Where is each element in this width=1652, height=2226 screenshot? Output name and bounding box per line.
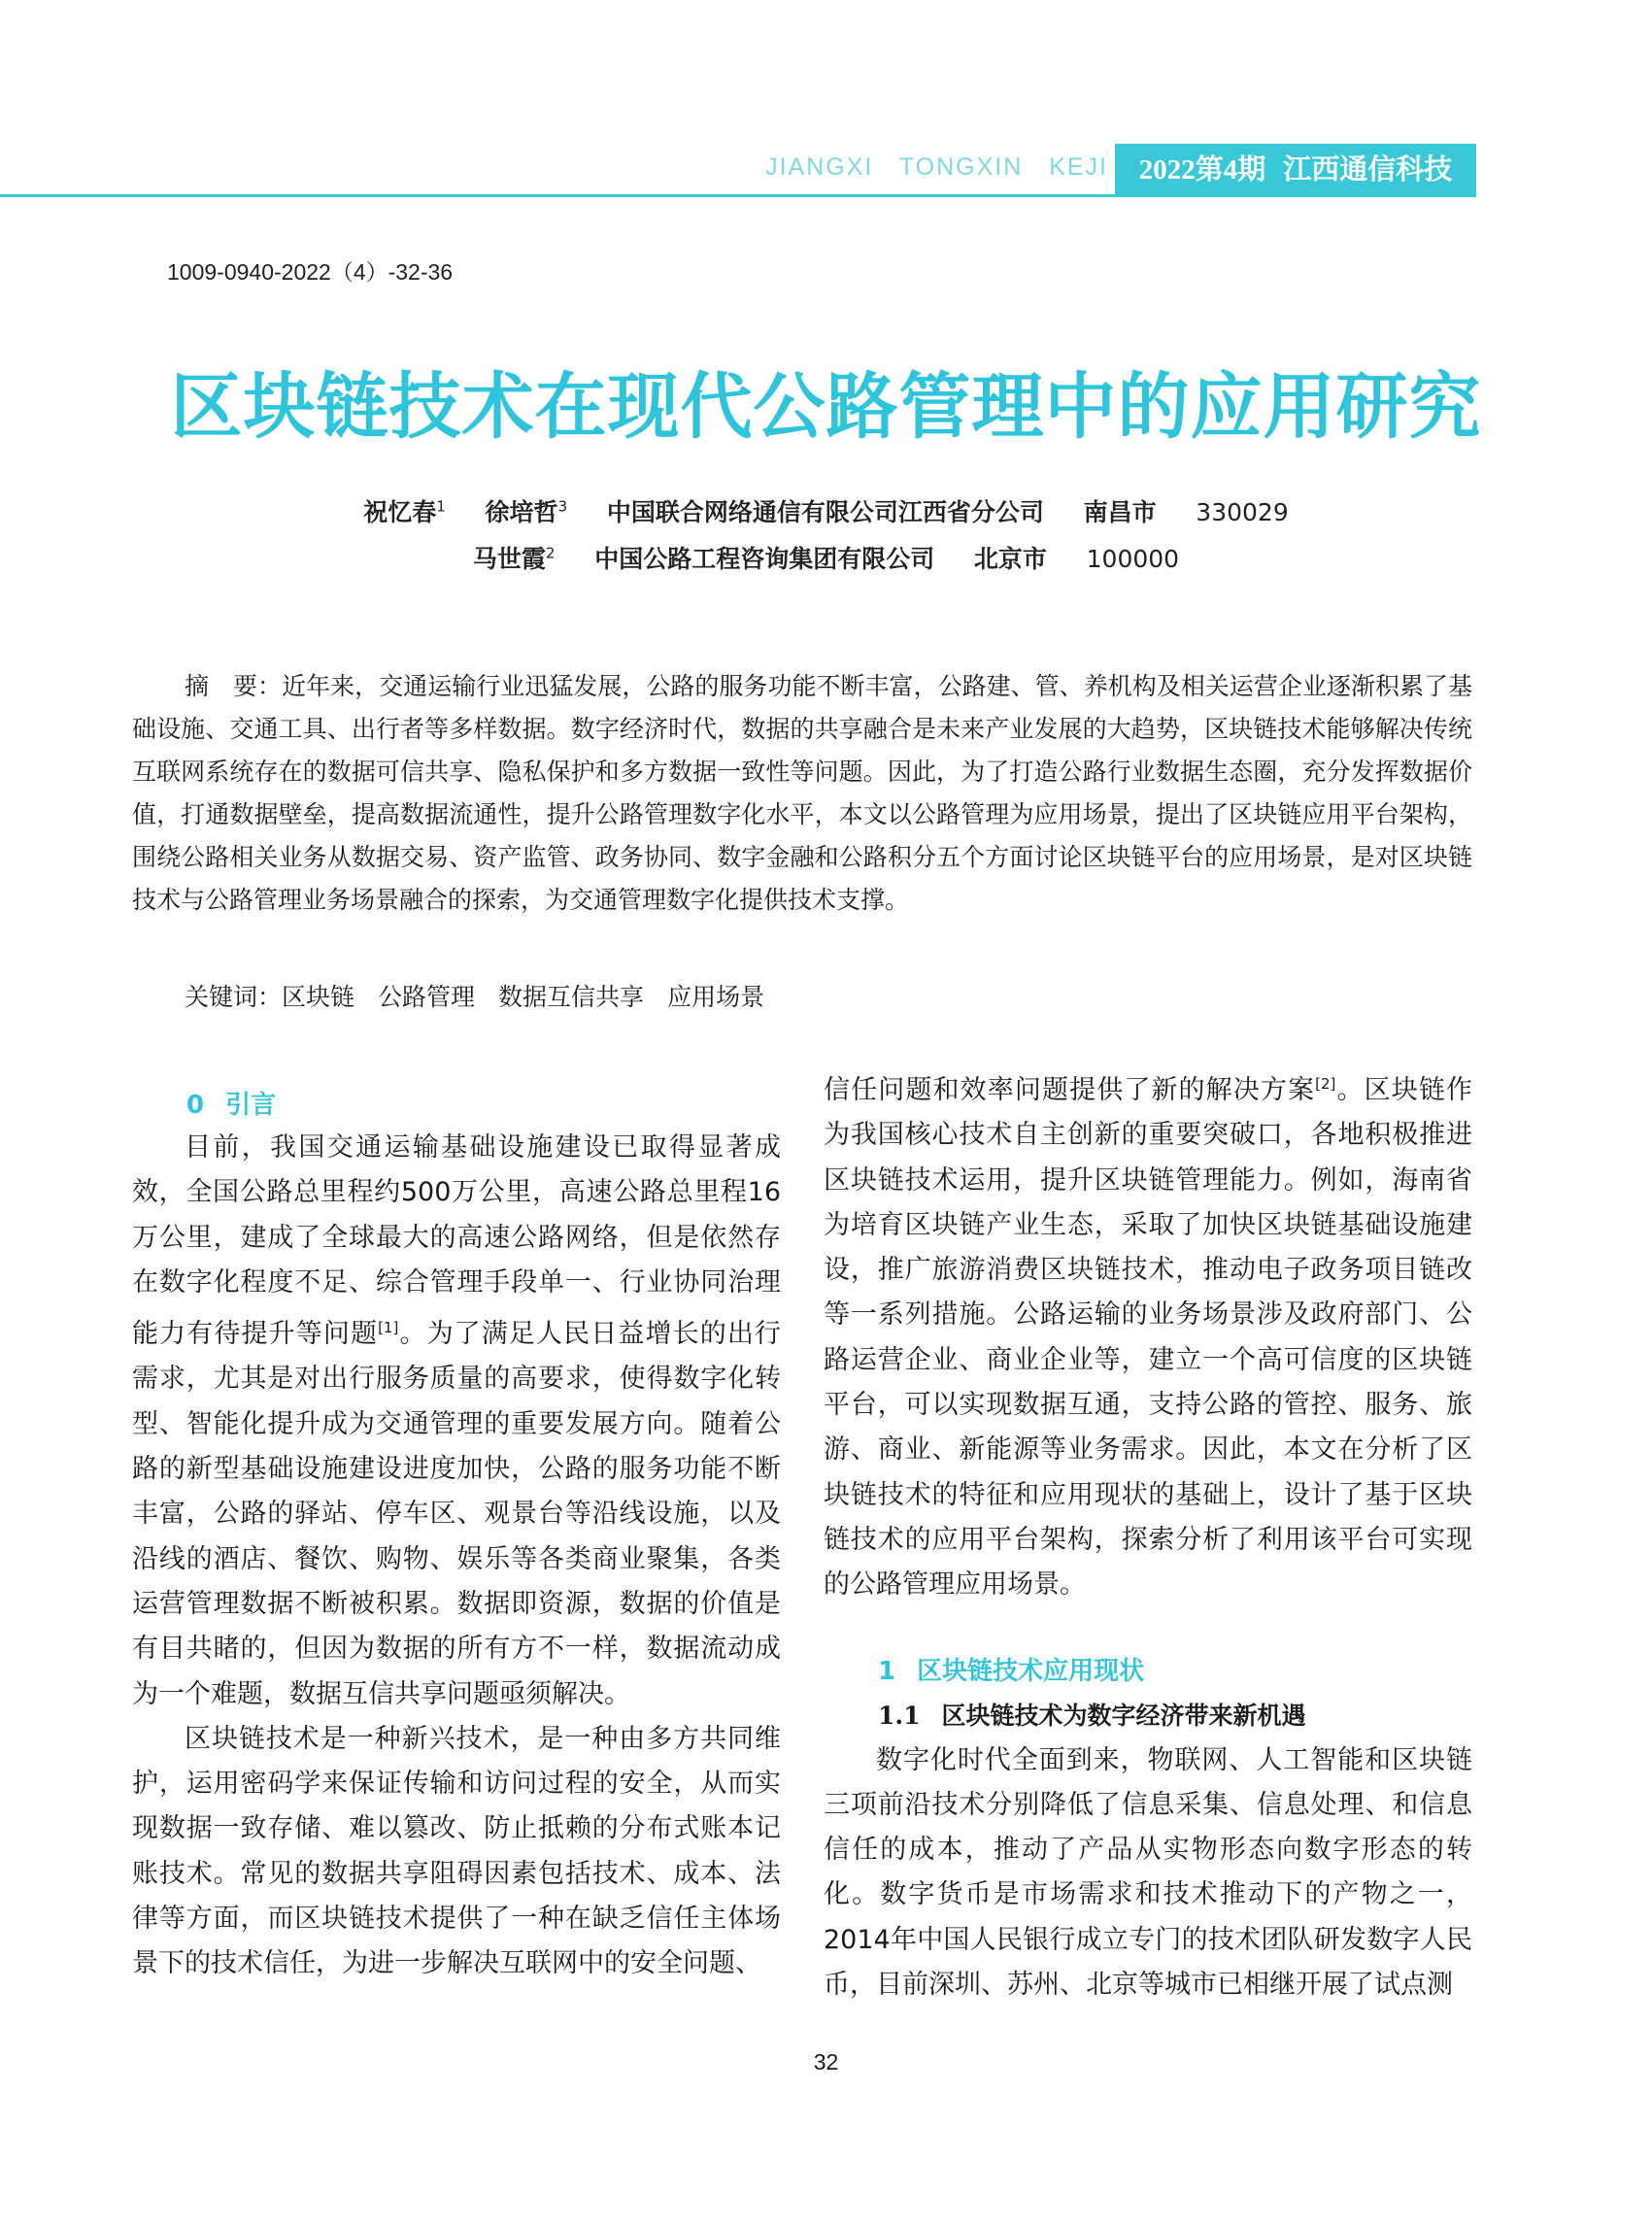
paragraph: 数字化时代全面到来，物联网、人工智能和区块链三项前沿技术分别降低了信息采集、信息处理、和信息信任的成本，推动了产品从实物形态向数字形态的转化。数字货币是市场需求和技术推动下的产物之一，2014年中国人民银行成立专门的技术团队研发数字人民币，目前深圳、苏州、北京等城市已相继开展了试点测: [824, 1744, 1472, 2001]
author-postcode: 100000: [1086, 545, 1180, 573]
keywords-label: 关键词：: [185, 983, 283, 1011]
author-affiliation: 中国公路工程咨询集团有限公司: [594, 545, 935, 573]
journal-name-en: JIANGXI TONGXIN KEJI: [765, 153, 1108, 181]
author-affiliation: 中国联合网络通信有限公司江西省分公司: [606, 498, 1044, 526]
paragraph: 区块链技术是一种新兴技术，是一种由多方共同维护，运用密码学来保证传输和访问过程的安全，从而实现数据一致存储、难以篡改、防止抵赖的分布式账本记账技术。常见的数据共享阻碍因素包括技术、成本、法律等方面，而区块链技术提供了一种在缺乏信任主体场景下的技术信任，为进一步解决互联网中的安全问题、: [132, 1723, 781, 1979]
author-name: 祝忆春$^1$: [363, 497, 446, 526]
document-code: 1009-0940-2022（4）-32-36: [167, 259, 454, 285]
subsection-heading: 1.1 区块链技术为数字经济带来新机遇: [878, 1701, 1306, 1730]
citation: [1]: [378, 1319, 399, 1337]
abstract-label: 摘 要：: [185, 672, 283, 700]
body-column-right: [824, 1062, 1472, 2007]
body-column-left: [132, 1062, 781, 1987]
keywords: [185, 976, 788, 1019]
abstract: [132, 665, 1472, 922]
author-postcode: 330029: [1196, 498, 1289, 526]
journal-name-cn: 江西通信科技: [1283, 154, 1453, 186]
author-line: [0, 540, 1652, 575]
keyword: 公路管理: [378, 983, 476, 1011]
section-heading: 0 引言: [186, 1091, 277, 1120]
journal-issue-banner: [1115, 144, 1476, 197]
keyword: 应用场景: [667, 983, 765, 1011]
author-city: 南昌市: [1083, 498, 1157, 526]
keyword: 数据互信共享: [498, 983, 645, 1011]
page-number: 32: [813, 2049, 839, 2074]
author-line: [0, 493, 1652, 528]
keyword: 区块链: [282, 983, 355, 1011]
section-heading: 1 区块链技术应用现状: [878, 1656, 1145, 1686]
author-name: 马世霞$^2$: [472, 544, 556, 573]
author-city: 北京市: [973, 545, 1047, 573]
abstract-text: 近年来，交通运输行业迅猛发展，公路的服务功能不断丰富，公路建、管、养机构及相关运营企业逐渐积累了基础设施、交通工具、出行者等多样数据。数字经济时代，数据的共享融合是未来产业发展的大趋势，区块链技术能够解决传统互联网系统存在的数据可信共享、隐私保护和多方数据一致性等问题。因此，为了打造公路行业数据生态圈，充分发挥数据价值，打通数据壁垒，提高数据流通性，提升公路管理数字化水平，本文以公路管理为应用场景，提出了区块链应用平台架构，围绕公路相关业务从数据交易、资产监管、政务协同、数字金融和公路积分五个方面讨论区块链平台的应用场景，是对区块链技术与公路管理业务场景融合的探索，为交通管理数字化提供技术支撑。: [132, 672, 1472, 914]
issue-label: 2022第4期: [1138, 154, 1266, 186]
citation: [2]: [1315, 1075, 1336, 1093]
paragraph: 目前，我国交通运输基础设施建设已取得显著成效，全国公路总里程约500万公里，高速公路总里程16万公里，建成了全球最大的高速公路网络，但是依然存在数字化程度不足、综合管理手段单一、行业协同治理能力有待提升等问题[1]。为了满足人民日益增长的出行需求，尤其是对出行服务质量的高要求，使得数字化转型、智能化提升成为交通管理的重要发展方向。随着公路的新型基础设施建设进度加快，公路的服务功能不断丰富，公路的驿站、停车区、观景台等沿线设施，以及沿线的酒店、餐饮、购物、娱乐等各类商业聚集，各类运营管理数据不断被积累。数据即资源，数据的价值是有目共睹的，但因为数据的所有方不一样，数据流动成为一个难题，数据互信共享问题亟须解决。: [132, 1132, 782, 1709]
author-name: 徐培哲$^3$: [485, 497, 568, 526]
paper-title: 区块链技术在现代公路管理中的应用研究: [170, 365, 1482, 449]
paragraph: 信任问题和效率问题提供了新的解决方案[2]。区块链作为我国核心技术自主创新的重要突破口，各地积极推进区块链技术运用，提升区块链管理能力。例如，海南省为培育区块链产业生态，采取了加快区块链基础设施建设，推广旅游消费区块链技术，推动电子政务项目链改等一系列措施。公路运输的业务场景涉及政府部门、公路运营企业、商业企业等，建立一个高可信度的区块链平台，可以实现数据互通，支持公路的管控、服务、旅游、商业、新能源等业务需求。因此，本文在分析了区块链技术的特征和应用现状的基础上，设计了基于区块链技术的应用平台架构，探索分析了利用该平台可实现的公路管理应用场景。: [824, 1075, 1473, 1601]
